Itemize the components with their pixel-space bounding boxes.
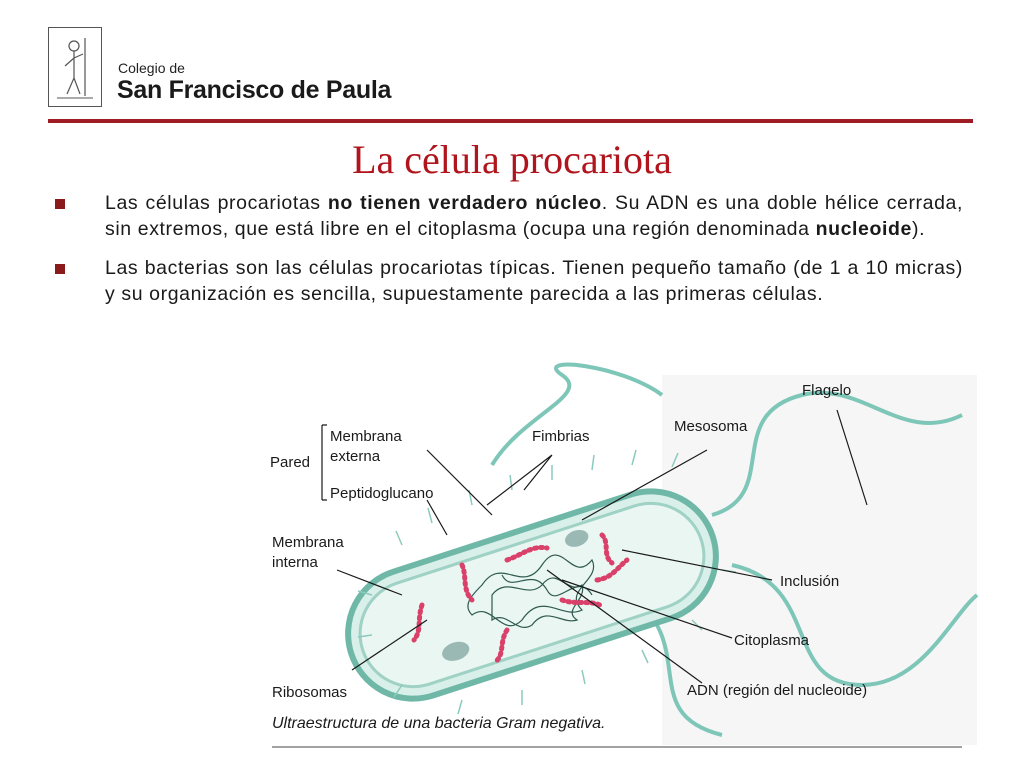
label-citoplasma: Citoplasma [734,632,810,649]
label-flagelo: Flagelo [802,382,852,399]
label-ribosomas: Ribosomas [272,684,348,701]
bullet-text-part: ). [911,218,926,240]
bullet-text: Las bacterias son las células procariotas típicas. Tienen pequeño tamaño (de 1 a 10 micras) y su organización es sencilla, supuestamente parecida a las primeras células. [105,257,963,305]
bullet-item [55,255,963,307]
school-logo [48,27,102,107]
bullet-item [55,190,963,242]
bullet-text-part: Las células procariotas [105,192,328,214]
bacteria-illustration [262,355,982,765]
header-divider [48,119,973,123]
bullet-bold-term: no tienen verdadero núcleo [327,192,602,214]
bacteria-diagram [262,355,982,765]
school-name-line1: Colegio de [118,60,185,76]
label-mesosoma: Mesosoma [674,418,748,435]
label-membrana-externa-2: externa [330,448,381,465]
label-pared: Pared [270,454,311,471]
school-name-line2: San Francisco de Paula [117,76,392,104]
bullet-list [55,190,963,320]
bullet-bold-term: nucleoide [815,218,912,240]
label-membrana-interna: Membrana [272,534,344,551]
label-fimbrias: Fimbrias [532,428,590,445]
figure-caption: Ultraestructura de una bacteria Gram negativa. [272,715,606,732]
label-inclusion: Inclusión [780,573,840,590]
bullet-square-icon [55,264,65,274]
saint-figure-icon [49,28,100,105]
label-adn: ADN (región del nucleoide) [687,682,868,699]
label-peptidoglucano: Peptidoglucano [330,485,434,502]
label-membrana-externa: Membrana [330,428,402,445]
bullet-text-part: . Su ADN es una doble hélice cerrada, sin extremos, que está libre en el citoplasma (ocupa una región denominada [105,192,963,240]
bullet-square-icon [55,199,65,209]
slide-title: La célula procariota [352,137,672,182]
bullet-text [105,190,963,242]
label-membrana-interna-2: interna [272,554,318,571]
